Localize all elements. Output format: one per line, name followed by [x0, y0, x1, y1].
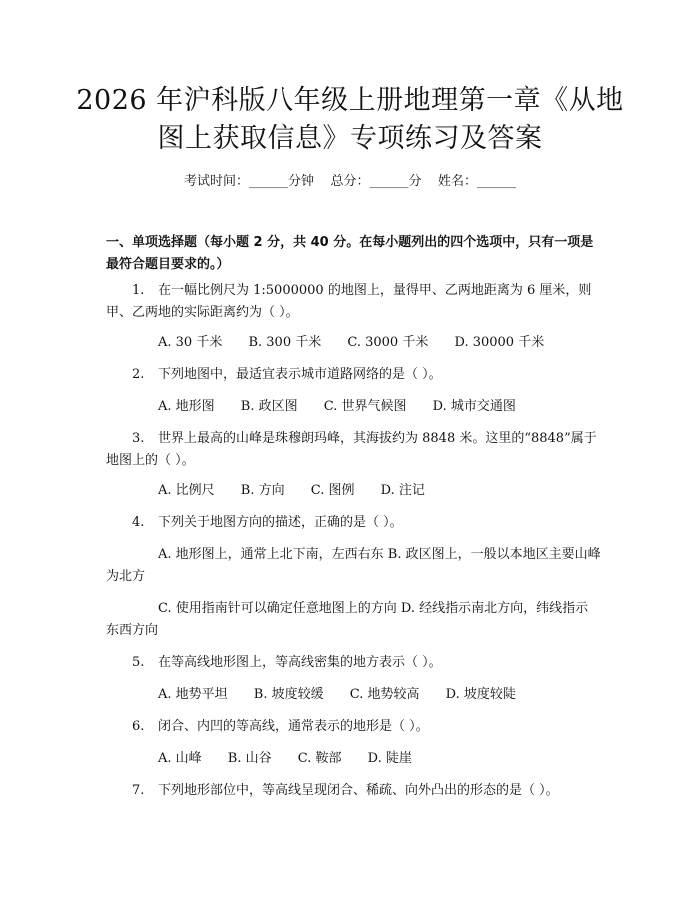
question-5-options: [106, 684, 606, 706]
question-3-options: [106, 480, 606, 502]
question-number: 5.: [132, 655, 145, 670]
option-d: D. 注记: [380, 483, 425, 498]
question-number: 2.: [132, 367, 145, 382]
option-b: B. 山谷: [227, 751, 272, 766]
option-b: B. 政区图: [240, 399, 298, 414]
question-4: [106, 512, 601, 534]
question-text: 下列地图中，最适宜表示城市道路网络的是（ ）。: [158, 367, 442, 382]
question-6: [106, 716, 601, 738]
option-a: A. 山峰: [158, 751, 202, 766]
question-number: 7.: [132, 783, 145, 798]
option-a: A. 地势平坦: [158, 687, 228, 702]
question-text: 下列关于地图方向的描述，正确的是（ ）。: [158, 515, 403, 530]
exam-info: 考试时间：______分钟 总分：______分 姓名：______: [183, 174, 517, 189]
option-d: D. 城市交通图: [432, 399, 516, 414]
option-a: A. 30 千米: [158, 335, 223, 350]
question-5: [106, 652, 601, 674]
option-b: B. 坡度较缓: [253, 687, 324, 702]
option-c: C. 鞍部: [297, 751, 342, 766]
option-b: B. 方向: [240, 483, 285, 498]
option-d: D. 陡崖: [367, 751, 412, 766]
option-b: B. 300 千米: [248, 335, 322, 350]
question-text: 世界上最高的山峰是珠穆朗玛峰，其海拔约为 8848 米。这里的“8848”属于地图上的（ ）。: [106, 431, 597, 468]
question-text: 在等高线地形图上，等高线密集的地方表示（ ）。: [158, 655, 442, 670]
question-text: 在一幅比例尺为 1:5000000 的地图上，量得甲、乙两地距离为 6 厘米，则甲、乙两地的实际距离约为（ ）。: [106, 283, 592, 320]
question-6-options: [106, 748, 606, 770]
option-d: D. 坡度较陡: [445, 687, 516, 702]
question-text: 闭合、内凹的等高线，通常表示的地形是（ ）。: [158, 719, 429, 734]
question-2-options: [106, 396, 606, 418]
option-c: C. 3000 千米: [347, 335, 429, 350]
section-header: 一、单项选择题（每小题 2 分，共 40 分。在每小题列出的四个选项中，只有一项是最符合题目要求的。）: [106, 235, 594, 272]
option-c: C. 地势较高: [349, 687, 420, 702]
page-title-line-1: 2026 年沪科版八年级上册地理第一章《从地: [76, 85, 624, 116]
option-d: D. 30000 千米: [454, 335, 545, 350]
question-1: [106, 280, 601, 324]
question-number: 3.: [132, 431, 145, 446]
option-c: C. 世界气候图: [323, 399, 407, 414]
question-3: [106, 428, 601, 472]
question-number: 6.: [132, 719, 145, 734]
page-title-line-2: 图上获取信息》专项练习及答案: [157, 123, 543, 154]
question-4-options-cd: C. 使用指南针可以确定任意地图上的方向 D. 经线指示南北方向，纬线指示东西方向: [106, 601, 589, 638]
question-4-options-ab: A. 地形图上，通常上北下南，左西右东 B. 政区图上，一般以本地区主要山峰为北方: [106, 547, 601, 584]
question-1-options: [106, 332, 606, 354]
question-2: [106, 364, 601, 386]
option-a: A. 地形图: [158, 399, 215, 414]
question-number: 4.: [132, 515, 145, 530]
question-number: 1.: [132, 283, 145, 298]
option-c: C. 图例: [310, 483, 355, 498]
question-7: [106, 780, 601, 802]
option-a: A. 比例尺: [158, 483, 215, 498]
question-text: 下列地形部位中，等高线呈现闭合、稀疏、向外凸出的形态的是（ ）。: [158, 783, 559, 798]
